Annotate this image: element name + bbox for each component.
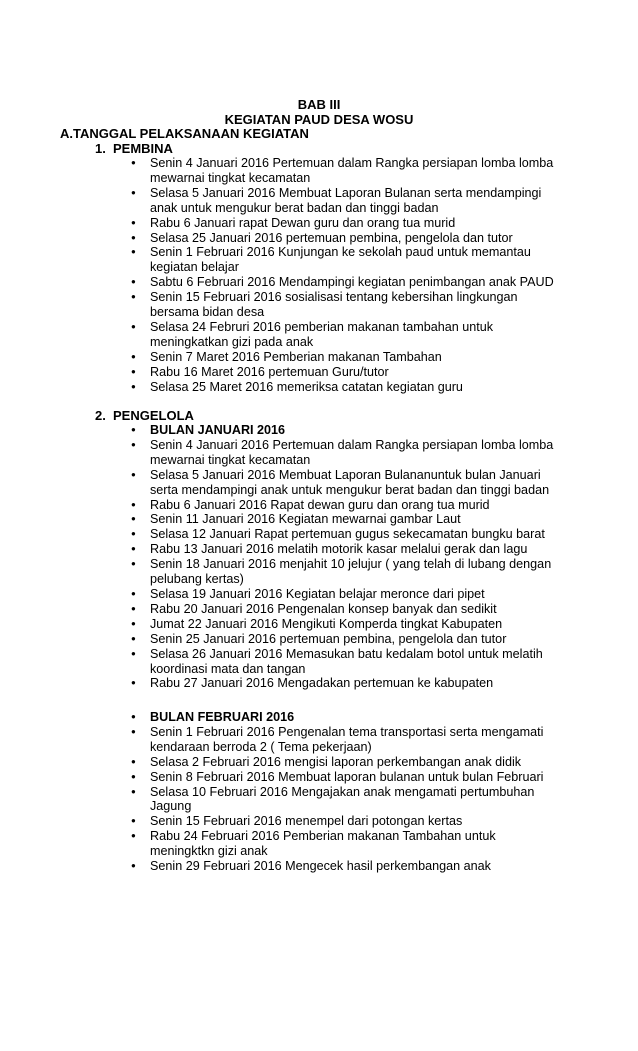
list-item: ● Selasa 2 Februari 2016 mengisi laporan perkembangan anak didik	[130, 755, 560, 770]
list-item: ● Selasa 26 Januari 2016 Memasukan batu kedalam botol untuk melatih koordinasi mata dan tangan	[130, 647, 560, 677]
list-item: ● Rabu 13 Januari 2016 melatih motorik kasar melalui gerak dan lagu	[130, 542, 560, 557]
list-item: ● Rabu 20 Januari 2016 Pengenalan konsep banyak dan sedikit	[130, 602, 560, 617]
list-item: ● Senin 1 Februari 2016 Pengenalan tema transportasi serta mengamati kendaraan berroda 2 ( Tema pekerjaan)	[130, 725, 560, 755]
list-item: ● Selasa 25 Maret 2016 memeriksa catatan kegiatan guru	[130, 380, 560, 395]
list-item: ● Rabu 27 Januari 2016 Mengadakan pertemuan ke kabupaten	[130, 676, 560, 691]
list-item: ● Jumat 22 Januari 2016 Mengikuti Komperda tingkat Kabupaten	[130, 617, 560, 632]
pengelola-februari-list	[130, 710, 560, 874]
januari-heading: ● BULAN JANUARI 2016	[130, 423, 560, 438]
list-item: ● Rabu 6 Januari rapat Dewan guru dan orang tua murid	[130, 216, 560, 231]
list-item: ● Senin 15 Februari 2016 sosialisasi tentang kebersihan lingkungan bersama bidan desa	[130, 290, 560, 320]
list-item: ● Selasa 5 Januari 2016 Membuat Laporan Bulanan serta mendampingi anak untuk mengukur berat badan dan tinggi badan	[130, 186, 560, 216]
pembina-list	[130, 156, 560, 395]
list-item: ● Rabu 16 Maret 2016 pertemuan Guru/tutor	[130, 365, 560, 380]
list-item: ● Senin 18 Januari 2016 menjahit 10 jelujur ( yang telah di lubang dengan pelubang kertas)	[130, 557, 560, 587]
list-item: ● Selasa 10 Februari 2016 Mengajakan anak mengamati pertumbuhan Jagung	[130, 785, 560, 815]
pembina-title: PEMBINA	[113, 141, 173, 156]
pembina-number: 1.	[95, 141, 106, 156]
list-item: ● Senin 25 Januari 2016 pertemuan pembina, pengelola dan tutor	[130, 632, 560, 647]
list-item: ● Senin 11 Januari 2016 Kegiatan mewarnai gambar Laut	[130, 512, 560, 527]
list-item: ● Selasa 24 Februri 2016 pemberian makanan tambahan untuk meningkatkan gizi pada anak	[130, 320, 560, 350]
februari-heading: ● BULAN FEBRUARI 2016	[130, 710, 560, 725]
list-item: ● Selasa 5 Januari 2016 Membuat Laporan Bulananuntuk bulan Januari serta mendampingi anak untuk mengukur berat badan dan tinggi badan	[130, 468, 560, 498]
list-item: ● Selasa 25 Januari 2016 pertemuan pembina, pengelola dan tutor	[130, 231, 560, 246]
list-item: ● Rabu 6 Januari 2016 Rapat dewan guru dan orang tua murid	[130, 498, 560, 513]
list-item: ● Senin 15 Februari 2016 menempel dari potongan kertas	[130, 814, 560, 829]
pengelola-januari-list	[130, 423, 560, 691]
list-item: ● Senin 7 Maret 2016 Pemberian makanan Tambahan	[130, 350, 560, 365]
list-item: ● Sabtu 6 Februari 2016 Mendampingi kegiatan penimbangan anak PAUD	[130, 275, 560, 290]
pengelola-number: 2.	[95, 408, 106, 423]
pengelola-title: PENGELOLA	[113, 408, 194, 423]
list-item: ● Senin 4 Januari 2016 Pertemuan dalam Rangka persiapan lomba lomba mewarnai tingkat kecamatan	[130, 156, 560, 186]
list-item: ● Rabu 24 Februari 2016 Pemberian makanan Tambahan untuk meningktkn gizi anak	[130, 829, 560, 859]
chapter-number: BAB III	[297, 97, 341, 112]
section-a-title: A.TANGGAL PELAKSANAAN KEGIATAN	[60, 126, 309, 141]
list-item: ● Senin 8 Februari 2016 Membuat laporan bulanan untuk bulan Februari	[130, 770, 560, 785]
list-item: ● Selasa 12 Januari Rapat pertemuan gugus sekecamatan bungku barat	[130, 527, 560, 542]
list-item: ● Senin 4 Januari 2016 Pertemuan dalam Rangka persiapan lomba lomba mewarnai tingkat kecamatan	[130, 438, 560, 468]
list-item: ● Senin 29 Februari 2016 Mengecek hasil perkembangan anak	[130, 859, 560, 874]
chapter-title: KEGIATAN PAUD DESA WOSU	[224, 112, 414, 127]
list-item: ● Selasa 19 Januari 2016 Kegiatan belajar meronce dari pipet	[130, 587, 560, 602]
list-item: ● Senin 1 Februari 2016 Kunjungan ke sekolah paud untuk memantau kegiatan belajar	[130, 245, 560, 275]
